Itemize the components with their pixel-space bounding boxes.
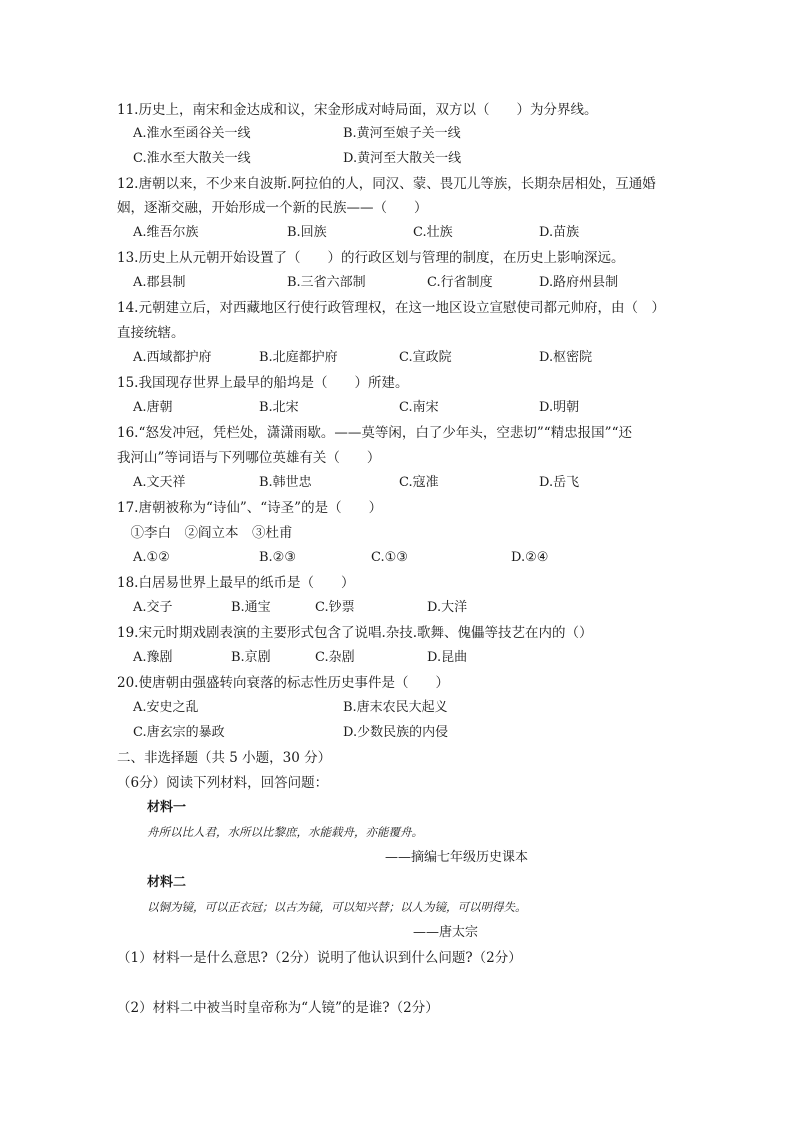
section2-heading: 二、非选择题（共 5 小题，30 分） <box>117 750 332 766</box>
question-13-stem: 13.历史上从元朝开始设置了（ ）的行政区划与管理的制度，在历史上影响深远。 <box>117 250 625 266</box>
section2-question-2: （2）材料二中被当时皇帝称为“人镜”的是谁?（2分） <box>117 1000 439 1016</box>
question-12-option-c: C.壮族 <box>413 225 453 240</box>
question-15-option-d: D.明朝 <box>539 400 580 415</box>
question-20-stem: 20.使唐朝由强盛转向衰落的标志性历史事件是（ ） <box>117 675 449 691</box>
question-16-option-c: C.寇准 <box>399 475 439 490</box>
section2-question-1: （1）材料一是什么意思?（2分）说明了他认识到什么问题?（2分） <box>117 950 522 966</box>
question-11-option-a: A.淮水至函谷关一线 <box>133 126 251 141</box>
section2-intro: （6分）阅读下列材料，回答问题： <box>117 775 329 791</box>
question-18-option-c: C.钞票 <box>315 600 355 615</box>
question-17-option-a: A.①② <box>133 550 170 565</box>
question-16-stem-line1: 16.“怒发冲冠，凭栏处，潇潇雨歇。——莫等闲，白了少年头，空悲切”“精忠报国”“还 <box>117 425 632 441</box>
question-17-option-b: B.②③ <box>259 550 296 565</box>
question-12-option-b: B.回族 <box>287 225 327 240</box>
question-20-option-a: A.安史之乱 <box>133 700 199 715</box>
question-17-option-c: C.①③ <box>371 550 408 565</box>
question-12-option-a: A.维吾尔族 <box>133 225 199 240</box>
question-20-option-b: B.唐末农民大起义 <box>343 700 448 715</box>
question-12-stem-line2: 姻，逐渐交融，开始形成一个新的民族——（ ） <box>117 200 428 216</box>
material2-text: 以铜为镜，可以正衣冠；以古为镜，可以知兴替；以人为镜，可以明得失。 <box>147 900 527 914</box>
question-14-option-c: C.宣政院 <box>399 350 452 365</box>
question-18-option-d: D.大洋 <box>427 600 468 615</box>
question-19-option-a: A.豫剧 <box>133 650 173 665</box>
question-14-stem-line2: 直接统辖。 <box>117 325 185 341</box>
material1-source: ——摘编七年级历史课本 <box>385 850 529 865</box>
question-16-option-a: A.文天祥 <box>133 475 186 490</box>
question-11-option-c: C.淮水至大散关一线 <box>133 151 251 166</box>
question-16-option-b: B.韩世忠 <box>259 475 312 490</box>
question-12-stem-line1: 12.唐朝以来，不少来自波斯.阿拉伯的人，同汉、蒙、畏兀儿等族，长期杂居相处，互通婚 <box>117 176 656 192</box>
question-14-option-b: B.北庭都护府 <box>259 350 338 365</box>
question-17-stem: 17.唐朝被称为“诗仙”、“诗圣”的是（ ） <box>117 500 383 516</box>
question-20-option-d: D.少数民族的内侵 <box>343 725 449 740</box>
question-15-option-a: A.唐朝 <box>133 400 173 415</box>
question-18-option-a: A.交子 <box>133 600 173 615</box>
question-19-stem: 19.宋元时期戏剧表演的主要形式包含了说唱.杂技.歌舞、傀儡等技艺在内的（） <box>117 625 593 641</box>
material2-source: ——唐太宗 <box>413 925 479 940</box>
question-18-stem: 18.白居易世界上最早的纸币是（ ） <box>117 575 355 591</box>
question-11-stem: 11.历史上，南宋和金达成和议，宋金形成对峙局面，双方以（ ）为分界线。 <box>117 102 598 118</box>
question-14-option-a: A.西域都护府 <box>133 350 212 365</box>
question-16-option-d: D.岳飞 <box>539 475 580 490</box>
question-11-option-d: D.黄河至大散关一线 <box>343 151 462 166</box>
question-11-option-b: B.黄河至娘子关一线 <box>343 126 461 141</box>
question-15-stem: 15.我国现存世界上最早的船坞是（ ）所建。 <box>117 375 409 391</box>
question-14-stem-line1: 14.元朝建立后，对西藏地区行使行政管理权，在这一地区设立宣慰使司都元帅府，由（ ） <box>117 300 665 316</box>
question-14-option-d: D.枢密院 <box>539 350 593 365</box>
question-13-option-d: D.路府州县制 <box>539 275 619 290</box>
material2-title: 材料二 <box>147 875 187 890</box>
question-20-option-c: C.唐玄宗的暴政 <box>133 725 225 740</box>
material1-text: 舟所以比人君，水所以比黎庶，水能载舟，亦能覆舟。 <box>147 825 423 839</box>
question-17-choices: ①李白 ②阎立本 ③杜甫 <box>117 525 293 541</box>
question-15-option-b: B.北宋 <box>259 400 299 415</box>
question-18-option-b: B.通宝 <box>231 600 271 615</box>
question-17-option-d: D.②④ <box>511 550 549 565</box>
material1-title: 材料一 <box>147 800 187 815</box>
question-13-option-a: A.郡县制 <box>133 275 186 290</box>
question-12-option-d: D.苗族 <box>539 225 580 240</box>
question-13-option-c: C.行省制度 <box>427 275 493 290</box>
question-19-option-d: D.昆曲 <box>427 650 468 665</box>
question-13-option-b: B.三省六部制 <box>287 275 366 290</box>
question-19-option-b: B.京剧 <box>231 650 271 665</box>
question-16-stem-line2: 我河山”等词语与下列哪位英雄有关（ ） <box>117 450 381 466</box>
question-19-option-c: C.杂剧 <box>315 650 355 665</box>
question-15-option-c: C.南宋 <box>399 400 439 415</box>
